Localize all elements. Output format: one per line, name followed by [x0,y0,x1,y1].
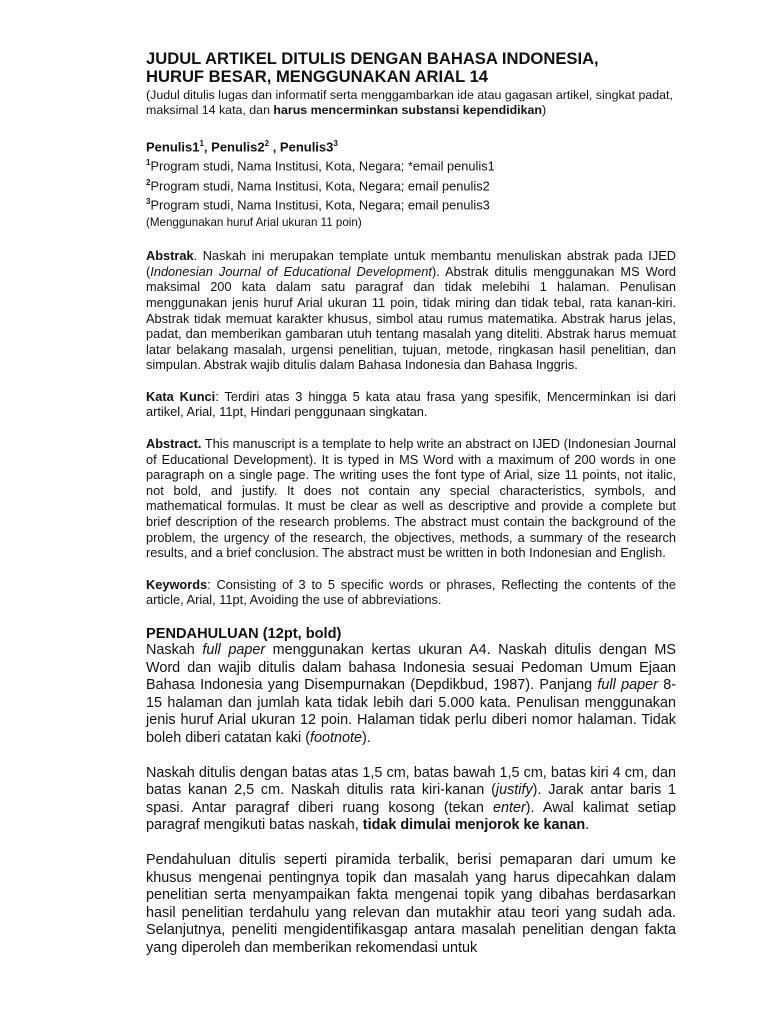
affiliation-2: $^2$Program studi, Nama Institusi, Kota, Negara; email penulis2 [146,177,490,193]
section-heading-pendahuluan: PENDAHULUAN (12pt, bold) [146,626,342,642]
title-note: (Judul ditulis lugas dan informatif serta menggambarkan ide atau gagasan artikel, singkat padat, maksimal 14 kata, dan harus mencerminkan substansi kependidikan) [146,88,673,117]
kata-kunci-label: Kata Kunci [146,388,216,404]
affiliation-1: $^1$Program studi, Nama Institusi, Kota, Negara; *email penulis1 [146,158,495,174]
article-title [146,50,676,86]
title-note-emphasis: harus mencerminkan substansi kependidikan [273,103,542,117]
title-line-2: HURUF BESAR, MENGGUNAKAN ARIAL 14 [146,67,489,86]
title-line-1: JUDUL ARTIKEL DITULIS DENGAN BAHASA INDONESIA, [146,49,599,68]
abstract-en-paragraph: Abstract. This manuscript is a template to help write an abstract on IJED (Indonesian Journal of Educational Development). It is typed in MS Word with a maximum of 200 words in one paragraph on a single page. The writing uses the font type of Arial, size 11 points, not italic, not bold, and justify. It does not contain any special characteristics, symbols, and mathematical formulas. It must be clear as well as descriptive and provide a complete but brief description of the research problems. The abstract must contain the background of the problem, the urgency of the research, the objectives, methods, a summary of the research results, and a brief conclusion. The abstract must be written in both Indonesian and English. [146,436,676,561]
pendahuluan-paragraph-3: Pendahuluan ditulis seperti piramida terbalik, berisi pemaparan dari umum ke khusus mengenai pentingnya topik dan masalah yang harus dipecahkan dalam penelitian serta menyampaikan fakta mengenai topik yang dibahas berdasarkan hasil penelitian terdahulu yang relevan dan mutakhir atau teori yang sudah ada. Selanjutnya, peneliti mengidentifikasgap antara masalah penelitian dengan fakta yang diperoleh dan memberikan rekomendasi untuk [146,851,676,956]
font-note: (Menggunakan huruf Arial ukuran 11 poin) [146,216,362,230]
pendahuluan-paragraph-2: Naskah ditulis dengan batas atas 1,5 cm, batas bawah 1,5 cm, batas kiri 4 cm, dan batas kanan 2,5 cm. Naskah ditulis rata kiri-kanan (justify). Jarak antar baris 1 spasi. Antar paragraf diberi ruang kosong (tekan enter). Awal kalimat setiap paragraf mengikuti batas naskah, tidak dimulai menjorok ke kanan. [146,764,676,834]
abstrak-paragraph: Abstrak. Naskah ini merupakan template untuk membantu menuliskan abstrak pada IJED (Indonesian Journal of Educational Development). Abstrak ditulis menggunakan MS Word maksimal 200 kata dalam satu paragraf dan tidak melebihi 1 halaman. Penulisan menggunakan jenis huruf Arial ukuran 11 poin, tidak miring dan tidak tebal, rata kanan-kiri. Abstrak tidak memuat karakter khusus, simbol atau rumus matematika. Abstrak harus jelas, padat, dan memberikan gambaran utuh tentang masalah yang diteliti. Abstrak harus memuat latar belakang masalah, urgensi penelitian, tujuan, metode, ringkasan hasil penelitian, dan simpulan. Abstrak wajib ditulis dalam Bahasa Indonesia dan Bahasa Inggris. [146,248,676,373]
no-indent-emphasis: tidak dimulai menjorok ke kanan [362,817,586,834]
author-list: $Penulis1^1$, $Penulis2^2$ , $Penulis3^3$ [146,139,338,155]
abstract-en-label: Abstract. [146,436,202,452]
affiliation-3: $^3$Program studi, Nama Institusi, Kota, Negara; email penulis3 [146,196,490,213]
abstrak-label: Abstrak [146,248,194,264]
keywords-label: Keywords [146,576,208,592]
pendahuluan-paragraph-1: Naskah full paper menggunakan kertas ukuran A4. Naskah ditulis dengan MS Word dan wajib ditulis dalam bahasa Indonesia sesuai Pedoman Umum Ejaan Bahasa Indonesia yang Disempurnakan (Depdikbud, 1987). Panjang full paper 8-15 halaman dan jumlah kata tidak lebih dari 5.000 kata. Penulisan menggunakan jenis huruf Arial ukuran 12 poin. Halaman tidak perlu diberi nomor halaman. Tidak boleh diberi catatan kaki (footnote). [146,642,677,746]
kata-kunci-paragraph: Kata Kunci: Terdiri atas 3 hingga 5 kata atau frasa yang spesifik, Mencerminkan isi dari artikel, Arial, 11pt, Hindari penggunaan singkatan. [146,388,676,420]
keywords-paragraph: Keywords: Consisting of 3 to 5 specific words or phrases, Reflecting the contents of the article, Arial, 11pt, Avoiding the use of abbreviations. [146,576,676,608]
